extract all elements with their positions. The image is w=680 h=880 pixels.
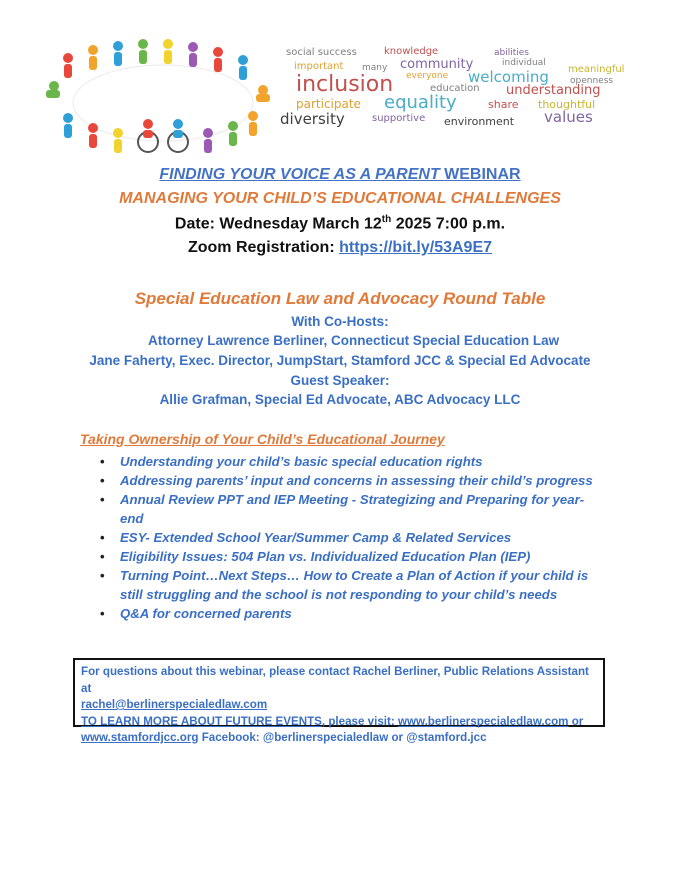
- list-item-text: Addressing parents’ input and concerns in assessing their child’s progress: [120, 473, 593, 488]
- list-item: [100, 566, 600, 604]
- event-date-prefix: Date: Wednesday March 12: [174, 215, 382, 233]
- list-item: [100, 490, 600, 528]
- figure-group: [46, 39, 270, 153]
- word-cloud-word: thoughtful: [538, 98, 596, 111]
- list-item-text: Eligibility Issues: 504 Plan vs. Individualized Education Plan (IEP): [120, 549, 531, 564]
- word-cloud: [280, 44, 645, 130]
- cohost-2: Jane Faherty, Exec. Director, JumpStart, Stamford JCC & Special Ed Advocate: [89, 353, 591, 368]
- cohosts-label: With Co-Hosts:: [291, 314, 389, 329]
- word-cloud-word: inclusion: [296, 72, 394, 97]
- word-cloud-word: important: [294, 61, 344, 72]
- journey-heading: Taking Ownership of Your Child’s Educational Journey: [80, 431, 445, 447]
- word-cloud-word: environment: [444, 115, 515, 128]
- word-cloud-word: values: [544, 108, 593, 126]
- webinar-title-main: FINDING YOUR VOICE AS A PARENT: [159, 166, 445, 183]
- list-item-text: ESY- Extended School Year/Summer Camp & Related Services: [120, 530, 512, 545]
- word-cloud-word: many: [362, 63, 388, 73]
- word-cloud-word: openness: [570, 76, 614, 86]
- word-cloud-word: welcoming: [468, 68, 549, 86]
- topics-list: [100, 452, 600, 623]
- list-item-text: Turning Point…Next Steps… How to Create a Plan of Action if your child is still struggling and the school is not responding to your child’s needs: [120, 568, 589, 602]
- word-cloud-word: participate: [296, 97, 361, 111]
- bullet-icon: •: [100, 530, 105, 545]
- event-date-sup: th: [381, 214, 392, 225]
- children-circle-illustration: [38, 38, 278, 158]
- word-cloud-word: share: [488, 98, 519, 111]
- webinar-title-suffix: WEBINAR: [444, 166, 521, 183]
- word-cloud-word: understanding: [506, 83, 601, 98]
- word-cloud-word: equality: [384, 92, 457, 113]
- bullet-icon: •: [100, 549, 105, 564]
- list-item: [100, 452, 600, 471]
- word-cloud-word: meaningful: [568, 64, 625, 75]
- list-item: [100, 547, 600, 566]
- word-cloud-word: individual: [502, 58, 546, 68]
- event-date: [0, 214, 680, 233]
- roundtable-heading: Special Education Law and Advocacy Round Table: [134, 289, 546, 308]
- contact-box: [73, 658, 605, 744]
- word-cloud-word: knowledge: [384, 46, 439, 57]
- facebook-text: Facebook: @berlinerspecialedlaw or @stamford.jcc: [198, 731, 487, 744]
- zoom-registration: [0, 239, 680, 257]
- list-item-text: Understanding your child’s basic special education rights: [120, 454, 483, 469]
- contact-email-link[interactable]: rachel@berlinerspecialedlaw.com: [81, 698, 268, 711]
- word-cloud-word: supportive: [372, 113, 426, 124]
- list-item-text: Annual Review PPT and IEP Meeting - Strategizing and Preparing for year-end: [120, 492, 585, 526]
- future-events-text: , please visit:: [321, 714, 398, 728]
- webinar-title: [0, 166, 680, 184]
- word-cloud-word: social success: [286, 47, 357, 58]
- stamfordjcc-site-link[interactable]: www.stamfordjcc.org: [81, 731, 199, 744]
- word-cloud-word: education: [430, 83, 480, 94]
- bullet-icon: •: [100, 568, 105, 583]
- zoom-registration-link[interactable]: https://bit.ly/53A9E7: [339, 239, 493, 256]
- bullet-icon: •: [100, 492, 105, 507]
- word-cloud-word: community: [400, 57, 474, 72]
- list-item: [100, 528, 600, 547]
- cohost-1: Attorney Lawrence Berliner, Connecticut Special Education Law: [148, 333, 560, 348]
- berliner-site-link[interactable]: www.berlinerspecialedlaw.com: [397, 714, 569, 728]
- list-item: [100, 604, 600, 623]
- contact-text: For questions about this webinar, please contact Rachel Berliner, Public Relations Assistant at: [81, 665, 589, 695]
- list-item-text: Q&A for concerned parents: [120, 606, 292, 621]
- word-cloud-word: diversity: [280, 110, 345, 128]
- zoom-label: Zoom Registration:: [187, 239, 340, 256]
- or-text: or: [568, 714, 584, 728]
- list-item: [100, 471, 600, 490]
- bullet-icon: •: [100, 606, 105, 621]
- word-cloud-word: everyone: [406, 71, 449, 81]
- guest-speaker-label: Guest Speaker:: [290, 373, 390, 388]
- guest-speaker: Allie Grafman, Special Ed Advocate, ABC Advocacy LLC: [159, 392, 521, 407]
- event-date-suffix: 2025 7:00 p.m.: [391, 215, 506, 233]
- future-events-link[interactable]: TO LEARN MORE ABOUT FUTURE EVENTS: [81, 714, 322, 728]
- bullet-icon: •: [100, 473, 105, 488]
- bullet-icon: •: [100, 454, 105, 469]
- webinar-subtitle: MANAGING YOUR CHILD’S EDUCATIONAL CHALLENGES: [119, 190, 561, 207]
- word-cloud-word: abilities: [494, 48, 529, 58]
